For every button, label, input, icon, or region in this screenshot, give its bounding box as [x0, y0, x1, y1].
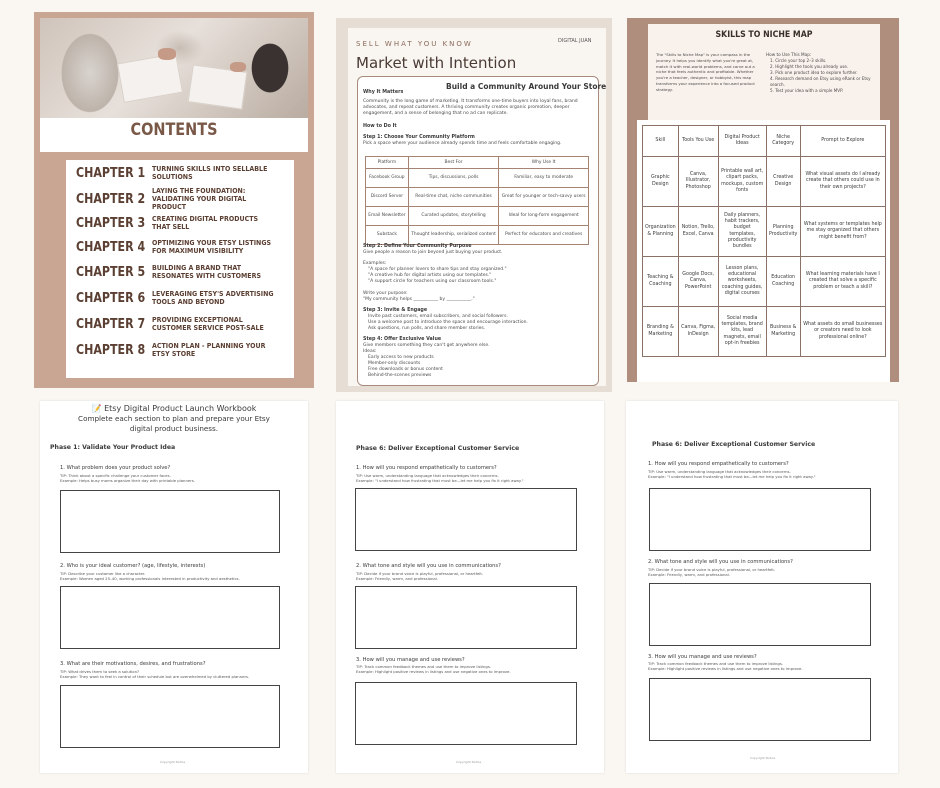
table-cell: Notion, Trello, Excel, Canva — [678, 207, 718, 257]
step2-text: Give people a reason to join beyond just buying your product. — [363, 250, 503, 255]
chapter-name: ACTION PLAN - PLANNING YOUR ETSY STORE — [152, 342, 266, 358]
question-tip: TIP: Use warm, understanding language that acknowledges their concerns. — [648, 469, 791, 474]
chapter-label: CHAPTER 1 — [76, 165, 146, 181]
table-cell: Facebook Group — [366, 169, 409, 188]
table-cell: Printable wall art, clipart packs, mockups, custom fonts — [718, 157, 766, 207]
howto-step: 2. Highlight the tools you already use. — [770, 64, 849, 69]
answer-box[interactable] — [649, 583, 871, 646]
table-row — [643, 307, 886, 357]
chapter-name: BUILDING A BRAND THAT RESONATES WITH CUSTOMERS — [152, 264, 261, 280]
how-heading: How to Do It — [363, 124, 397, 129]
answer-box[interactable] — [355, 682, 577, 745]
chapter-name: LAYING THE FOUNDATION: VALIDATING YOUR DIGITAL PRODUCT — [152, 187, 247, 211]
answer-box[interactable] — [60, 685, 280, 748]
chapter-label: CHAPTER 4 — [76, 239, 146, 255]
chapter-name: PROVIDING EXCEPTIONAL CUSTOMER SERVICE POST-SALE — [152, 316, 264, 332]
copyright-footer: Copyright Notice — [456, 760, 482, 764]
chapter-name: CREATING DIGITAL PRODUCTS THAT SELL — [152, 215, 259, 231]
market-eyebrow: SELL WHAT YOU KNOW — [356, 40, 473, 48]
table-row — [643, 157, 886, 207]
question-tip: TIP: Describe your customer like a character. — [60, 571, 146, 576]
purpose-line: "My community helps ___________ by ___________." — [363, 297, 475, 302]
table-cell: Substack — [366, 226, 409, 245]
table-cell: Canva, Figma, InDesign — [678, 307, 718, 357]
question-label: 2. What tone and style will you use in communications? — [648, 559, 793, 565]
step3-item: Ask questions, run polls, and share member stories. — [368, 326, 486, 331]
service-phase: Phase 6: Deliver Exceptional Customer Service — [652, 441, 816, 448]
table-cell: Google Docs, Canva, PowerPoint — [678, 257, 718, 307]
market-brand: DIGITAL JUAN — [558, 38, 592, 44]
question-tip: TIP: Use warm, understanding language that acknowledges their concerns. — [356, 473, 499, 478]
question-label: 3. How will you manage and use reviews? — [648, 654, 757, 660]
chapter-label: CHAPTER 3 — [76, 215, 146, 231]
table-cell: Great for younger or tech-savvy users — [499, 188, 589, 207]
chapter-label: CHAPTER 7 — [76, 316, 146, 332]
example-item: "A creative hub for digital artists using our templates." — [368, 273, 492, 278]
market-subtitle: Build a Community Around Your Store — [446, 82, 607, 91]
skills-table — [642, 125, 886, 357]
step4-item: Behind-the-scenes previews — [368, 373, 432, 378]
chapter-label: CHAPTER 6 — [76, 290, 146, 306]
step1-text: Pick a space where your audience already spends time and feels comfortable engaging. — [363, 141, 562, 146]
answer-box[interactable] — [355, 488, 577, 551]
why-heading: Why It Matters — [363, 90, 404, 95]
workbook-phase: Phase 1: Validate Your Product Idea — [50, 444, 176, 451]
table-cell: Daily planners, habit trackers, budget templates, productivity bundles — [718, 207, 766, 257]
step1-heading: Step 1: Choose Your Community Platform — [363, 135, 475, 140]
question-tip: TIP: Track common feedback themes and use them to improve listings. — [356, 664, 492, 669]
platform-table — [365, 156, 589, 245]
chapter-item[interactable] — [76, 162, 290, 184]
table-cell: Discord Server — [366, 188, 409, 207]
table-cell: Lesson plans, educational worksheets, coaching guides, digital courses — [718, 257, 766, 307]
howto-step: 4. Research demand on Etsy using eRank or Etsy search. — [770, 76, 871, 87]
table-row — [366, 226, 589, 245]
workbook-subtitle: Complete each section to plan and prepare your Etsy digital product business. — [78, 414, 270, 433]
example-item: "A support circle for teachers using our classroom tools." — [368, 279, 497, 284]
why-text: Community is the long game of marketing. It transforms one-time buyers into loyal fans, brand advocates, and repeat customers. A thriving community creates organic promotion, deeper engagement, and a sense of belonging that no ad can replicate. — [363, 99, 578, 116]
chapter-list — [66, 160, 294, 378]
question-example: Example: Friendly, warm, and professional. — [648, 572, 730, 577]
question-example: Example: They want to feel in control of their schedule but are overwhelmed by cluttered planners. — [60, 674, 250, 679]
question-example: Example: "I understand how frustrating that must be—let me help you fix it right away." — [356, 478, 524, 483]
table-cell: Graphic Design — [643, 157, 679, 207]
table-row — [643, 257, 886, 307]
step4-item: Early access to new products — [368, 355, 434, 360]
answer-box[interactable] — [355, 586, 577, 649]
step4-text: Give members something they can't get anywhere else. — [363, 343, 490, 348]
table-cell: Familiar, easy to moderate — [499, 169, 589, 188]
table-cell: Email Newsletter — [366, 207, 409, 226]
chapter-item[interactable] — [76, 339, 290, 361]
question-tip: TIP: Track common feedback themes and use them to improve listings. — [648, 661, 784, 666]
howto-step: 1. Circle your top 2–3 skills. — [770, 58, 827, 63]
table-header: Best For — [408, 157, 499, 169]
step3-item: Use a welcome post to introduce the space and encourage interaction. — [368, 320, 528, 325]
answer-box[interactable] — [60, 586, 280, 649]
question-example: Example: Helps busy moms organize their day with printable planners. — [60, 478, 195, 483]
step2-heading: Step 2: Define Your Community Purpose — [363, 244, 472, 249]
service-phase: Phase 6: Deliver Exceptional Customer Service — [356, 445, 520, 452]
question-label: 1. How will you respond empathetically to customers? — [356, 465, 497, 471]
howto-step: 3. Pick one product idea to explore further. — [770, 70, 858, 75]
contents-title: CONTENTS — [60, 118, 288, 152]
copyright-footer: Copyright Notice — [160, 760, 186, 764]
answer-box[interactable] — [649, 678, 871, 741]
question-label: 3. How will you manage and use reviews? — [356, 657, 465, 663]
table-header: Tools You Use — [678, 126, 718, 157]
question-label: 2. What tone and style will you use in communications? — [356, 563, 501, 569]
table-cell: Perfect for educators and creatives — [499, 226, 589, 245]
question-tip: TIP: Decide if your brand voice is playful, professional, or heartfelt. — [356, 571, 484, 576]
table-cell: Social media templates, brand kits, lead magnets, email opt-in freebies — [718, 307, 766, 357]
table-header: Niche Category — [766, 126, 800, 157]
table-cell: Business & Marketing — [766, 307, 800, 357]
question-label: 1. What problem does your product solve? — [60, 465, 171, 471]
chapter-name: TURNING SKILLS INTO SELLABLE SOLUTIONS — [152, 165, 268, 181]
skills-intro: The "Skills to Niche Map" is your compass in the journey. It helps you identify what you're great at, match it with real-world problems, and carve out a niche that feels authentic and profitable. Whether you're a teacher, designer, or hobbyist, this map transforms your experience into a focused product strategy. — [656, 52, 755, 92]
ideas-label: Ideas: — [363, 349, 377, 354]
skills-title: SKILLS TO NICHE MAP — [715, 30, 813, 40]
step3-item: Invite past customers, email subscribers, and social followers. — [368, 314, 508, 319]
howto-heading: How to Use This Map: — [766, 52, 812, 57]
purpose-label: Write your purpose: — [363, 291, 408, 296]
table-cell: Thought leadership, serialized content — [408, 226, 499, 245]
table-cell: What learning materials have I created that solve a specific problem or teach a skill? — [800, 257, 885, 307]
step4-item: Member-only discounts — [368, 361, 421, 366]
table-cell: Creative Design — [766, 157, 800, 207]
question-tip: TIP: What drives them to seek a solution? — [60, 669, 139, 674]
chapter-item[interactable] — [76, 313, 290, 335]
answer-box[interactable] — [649, 488, 871, 551]
table-cell: Teaching & Coaching — [643, 257, 679, 307]
chapter-name: OPTIMIZING YOUR ETSY LISTINGS FOR MAXIMUM VISIBILITY — [152, 239, 272, 255]
table-cell: What assets do small businesses or creators need to look professional online? — [800, 307, 885, 357]
howto-step: 5. Test your idea with a simple MVP. — [770, 88, 844, 93]
table-cell: Ideal for long-form engagement — [499, 207, 589, 226]
example-item: "A space for planner lovers to share tips and stay organized." — [368, 267, 507, 272]
table-cell: Tips, discussions, polls — [408, 169, 499, 188]
table-row — [366, 188, 589, 207]
question-label: 1. How will you respond empathetically to customers? — [648, 461, 789, 467]
workbook-title: 📝 Etsy Digital Product Launch Workbook — [91, 404, 257, 413]
table-cell: What visual assets do I already create that others could use in their own projects? — [800, 157, 885, 207]
question-label: 3. What are their motivations, desires, and frustrations? — [60, 661, 206, 667]
table-cell: Real-time chat, niche communities — [408, 188, 499, 207]
question-example: Example: Highlight positive reviews in listings and use negative ones to improve. — [648, 666, 803, 671]
table-row — [366, 207, 589, 226]
table-cell: Curated updates, storytelling — [408, 207, 499, 226]
chapter-label: CHAPTER 5 — [76, 264, 146, 280]
chapter-item[interactable] — [76, 261, 290, 283]
chapter-label: CHAPTER 8 — [76, 342, 146, 358]
question-tip: TIP: Think about a specific challenge your customer faces. — [60, 473, 171, 478]
examples-label: Examples: — [363, 261, 387, 266]
step3-heading: Step 3: Invite & Engage — [363, 308, 428, 313]
question-example: Example: "I understand how frustrating that must be—let me help you fix it right away." — [648, 474, 816, 479]
answer-box[interactable] — [60, 490, 280, 553]
chapter-item[interactable] — [76, 188, 290, 210]
question-example: Example: Highlight positive reviews in listings and use negative ones to improve. — [356, 669, 511, 674]
question-example: Example: Women aged 25–40, working professionals interested in productivity and aesthetics. — [60, 576, 240, 581]
chapter-item[interactable] — [76, 287, 290, 309]
question-tip: TIP: Decide if your brand voice is playful, professional, or heartfelt. — [648, 567, 776, 572]
table-header: Why Use It — [499, 157, 589, 169]
table-header: Platform — [366, 157, 409, 169]
step4-item: Free downloads or bonus content — [368, 367, 443, 372]
table-row — [366, 169, 589, 188]
chapter-item[interactable] — [76, 212, 290, 234]
table-cell: Education Coaching — [766, 257, 800, 307]
table-header: Prompt to Explore — [800, 126, 885, 157]
chapter-label: CHAPTER 2 — [76, 191, 146, 207]
question-example: Example: Friendly, warm, and professional. — [356, 576, 438, 581]
table-cell: What systems or templates help me stay organized that others might benefit from? — [800, 207, 885, 257]
table-header: Digital Product Ideas — [718, 126, 766, 157]
step4-heading: Step 4: Offer Exclusive Value — [363, 337, 442, 342]
table-row — [643, 207, 886, 257]
table-cell: Branding & Marketing — [643, 307, 679, 357]
table-cell: Organization & Planning — [643, 207, 679, 257]
table-cell: Planning Productivity — [766, 207, 800, 257]
chapter-item[interactable] — [76, 236, 290, 258]
chapter-name: LEVERAGING ETSY'S ADVERTISING TOOLS AND BEYOND — [152, 290, 274, 306]
table-cell: Canva, Illustrator, Photoshop — [678, 157, 718, 207]
question-label: 2. Who is your ideal customer? (age, lifestyle, interests) — [60, 563, 206, 569]
market-title: Market with Intention — [356, 54, 517, 72]
meeting-photo — [40, 18, 308, 118]
table-header: Skill — [643, 126, 679, 157]
copyright-footer: Copyright Notice — [750, 756, 776, 760]
